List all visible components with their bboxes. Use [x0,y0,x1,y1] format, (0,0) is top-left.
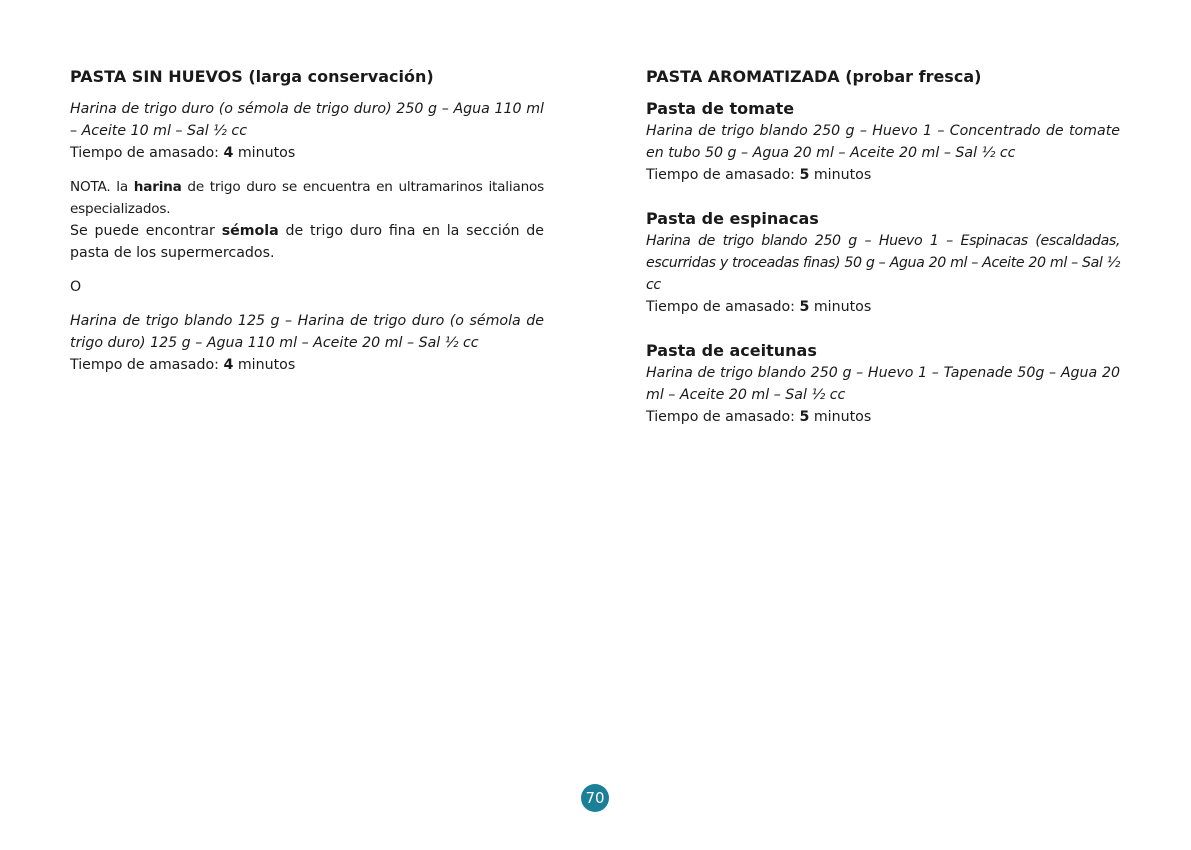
kneading-time-label: Tiempo de amasado: [70,357,219,373]
kneading-time-value: 5 [799,409,810,425]
page-number-badge: 70 [581,784,609,812]
kneading-time-unit: minutos [813,409,872,425]
tomato-kneading-time [646,164,1120,186]
tomato-ingredients: Harina de trigo blando 250 g – Huevo 1 – Concentrado de tomate en tubo 50 g – Agua 20 ml – Aceite 20 ml – Sal ½ cc [646,123,1120,161]
kneading-time-unit: minutos [237,357,296,373]
separator-o: O [70,279,82,295]
note-paragraph [70,176,544,220]
kneading-time-label: Tiempo de amasado: [646,299,795,315]
kneading-time-unit: minutos [813,299,872,315]
spinach-kneading-time [646,296,1120,318]
kneading-time-label: Tiempo de amasado: [70,145,219,161]
note-paragraph-2 [70,220,544,264]
kneading-time-label: Tiempo de amasado: [646,167,795,183]
kneading-time [70,142,544,164]
note-line2-prefix: Se puede encontrar [70,223,215,239]
olive-ingredients: Harina de trigo blando 250 g – Huevo 1 – Tapenade 50g – Agua 20 ml – Aceite 20 ml – Sal ½ cc [646,365,1120,403]
note-prefix: NOTA. la [70,179,128,195]
kneading-time-2 [70,354,544,376]
kneading-time-unit: minutos [813,167,872,183]
recipe-ingredients-2: Harina de trigo blando 125 g – Harina de trigo duro (o sémola de trigo duro) 125 g – Agua 110 ml – Aceite 20 ml – Sal ½ cc [70,313,544,351]
olive-kneading-time [646,406,1120,428]
right-column [646,66,1120,428]
subtitle-olive: Pasta de aceitunas [646,341,817,360]
note-rest: de trigo duro se encuentra en ultramarinos italianos especializados. [70,179,544,217]
kneading-time-value: 5 [799,299,810,315]
section-title-no-egg: PASTA SIN HUEVOS (larga conservación) [70,67,434,86]
spinach-ingredients: Harina de trigo blando 250 g – Huevo 1 – Espinacas (escaldadas, escurridas y troceadas finas) 50 g – Agua 20 ml – Aceite 20 ml – Sal ½ cc [646,233,1120,293]
kneading-time-unit: minutos [237,145,296,161]
note-bold-harina: harina [133,179,182,195]
subtitle-tomato: Pasta de tomate [646,99,795,118]
recipe-ingredients: Harina de trigo duro (o sémola de trigo duro) 250 g – Agua 110 ml – Aceite 10 ml – Sal ½ cc [70,101,544,139]
kneading-time-value: 4 [223,145,234,161]
section-title-flavored: PASTA AROMATIZADA (probar fresca) [646,67,982,86]
note-line2-rest: de trigo duro fina en la sección de pasta de los supermercados. [70,223,545,261]
kneading-time-value: 4 [223,357,234,373]
note-bold-semola: sémola [221,223,279,239]
kneading-time-value: 5 [799,167,810,183]
left-column [70,66,544,376]
subtitle-spinach: Pasta de espinacas [646,209,819,228]
kneading-time-label: Tiempo de amasado: [646,409,795,425]
